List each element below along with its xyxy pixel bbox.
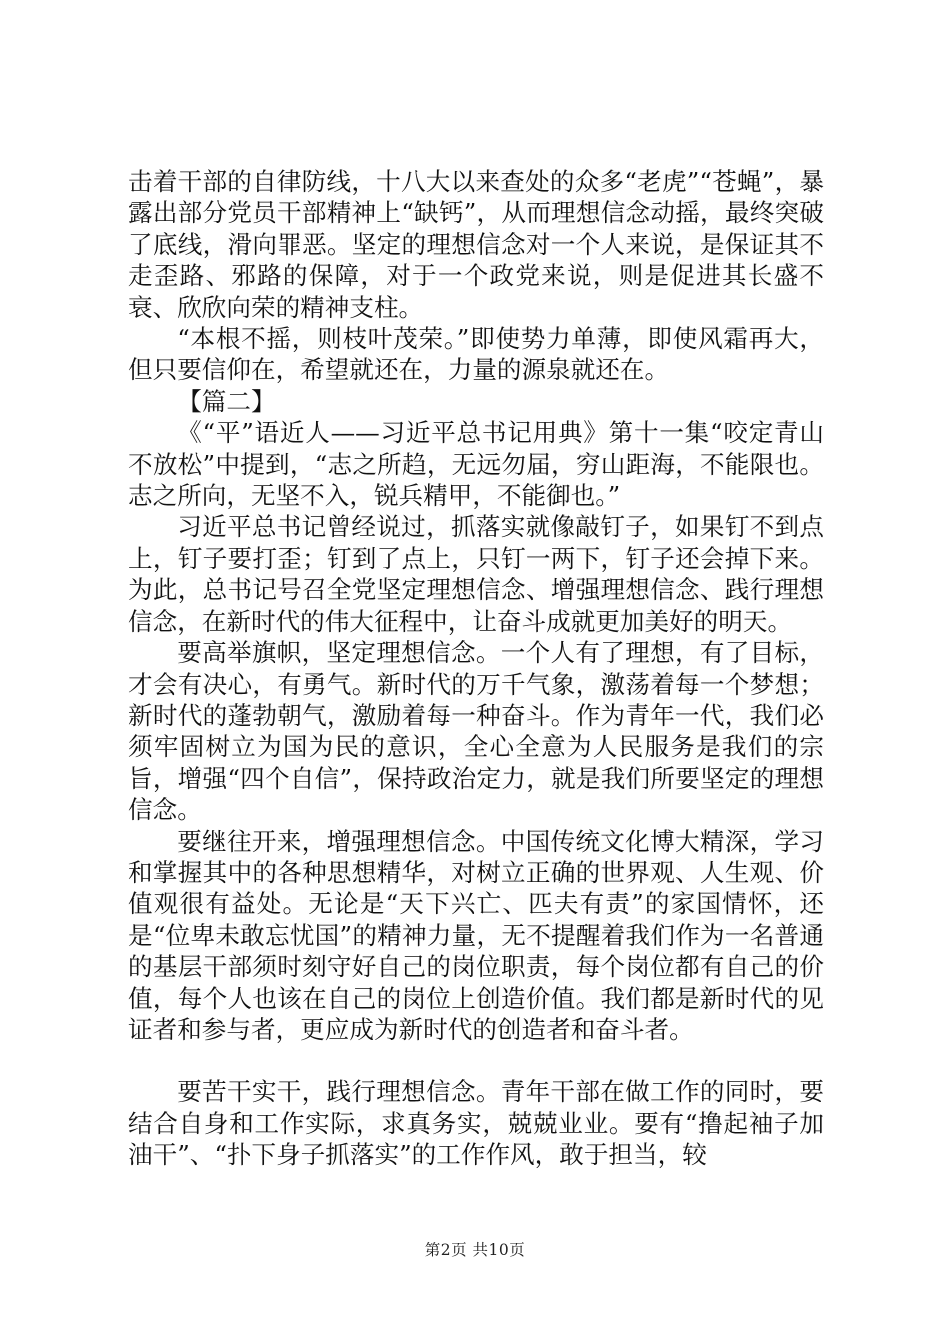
document-body [128,166,824,1171]
paragraph-raise-banner: 要高举旗帜，坚定理想信念。一个人有了理想，有了目标，才会有决心，有勇气。新时代的万千气象，激荡着每一个梦想；新时代的蓬勃朝气，激励着每一种奋斗。作为青年一代，我们必须牢固树立为国为民的意识，全心全意为人民服务是我们的宗旨，增强“四个自信”，保持政治定力，就是我们所要坚定的理想信念。 [128,638,824,825]
paragraph-nails: 习近平总书记曾经说过，抓落实就像敲钉子，如果钉不到点上，钉子要打歪；钉到了点上，只钉一两下，钉子还会掉下来。为此，总书记号召全党坚定理想信念、增强理想信念、践行理想信念，在新时代的伟大征程中，让奋斗成就更加美好的明天。 [128,512,824,636]
paragraph-ping-yu: 《“平”语近人——习近平总书记用典》第十一集“咬定青山不放松”中提到，“志之所趋，无远勿届，穷山距海，不能限也。志之所向，无坚不入，锐兵精甲，不能御也。” [128,418,824,511]
paragraph-quote-benggen: “本根不摇，则枝叶茂荣。”即使势力单薄，即使风霜再大，但只要信仰在，希望就还在，力量的源泉就还在。 [128,324,824,385]
paragraph-hard-work: 要苦干实干，践行理想信念。青年干部在做工作的同时，要结合自身和工作实际，求真务实，兢兢业业。要有“撸起袖子加油干”、“扑下身子抓落实”的工作作风，敢于担当，较 [128,1077,824,1170]
paragraph-spacer [128,1045,824,1076]
paragraph-continuation: 击着干部的自律防线，十八大以来查处的众多“老虎”“苍蝇”，暴露出部分党员干部精神上“缺钙”，从而理想信念动摇，最终突破了底线，滑向罪恶。坚定的理想信念对一个人来说，是保证其不走歪路、邪路的保障，对于一个政党来说，则是促进其长盛不衰、欣欣向荣的精神支柱。 [128,167,824,322]
section-heading: 【篇二】 [177,386,276,416]
page-footer: 第2页 共10页 [424,1241,526,1259]
paragraph-carry-forward: 要继往开来，增强理想信念。中国传统文化博大精深，学习和掌握其中的各种思想精华，对树立正确的世界观、人生观、价值观很有益处。无论是“天下兴亡、匹夫有责”的家国情怀，还是“位卑未敢忘忧国”的精神力量，无不提醒着我们作为一名普通的基层干部须时刻守好自己的岗位职责，每个岗位都有自己的价值，每个人也该在自己的岗位上创造价值。我们都是新时代的见证者和参与者，更应成为新时代的创造者和奋斗者。 [128,826,824,1044]
